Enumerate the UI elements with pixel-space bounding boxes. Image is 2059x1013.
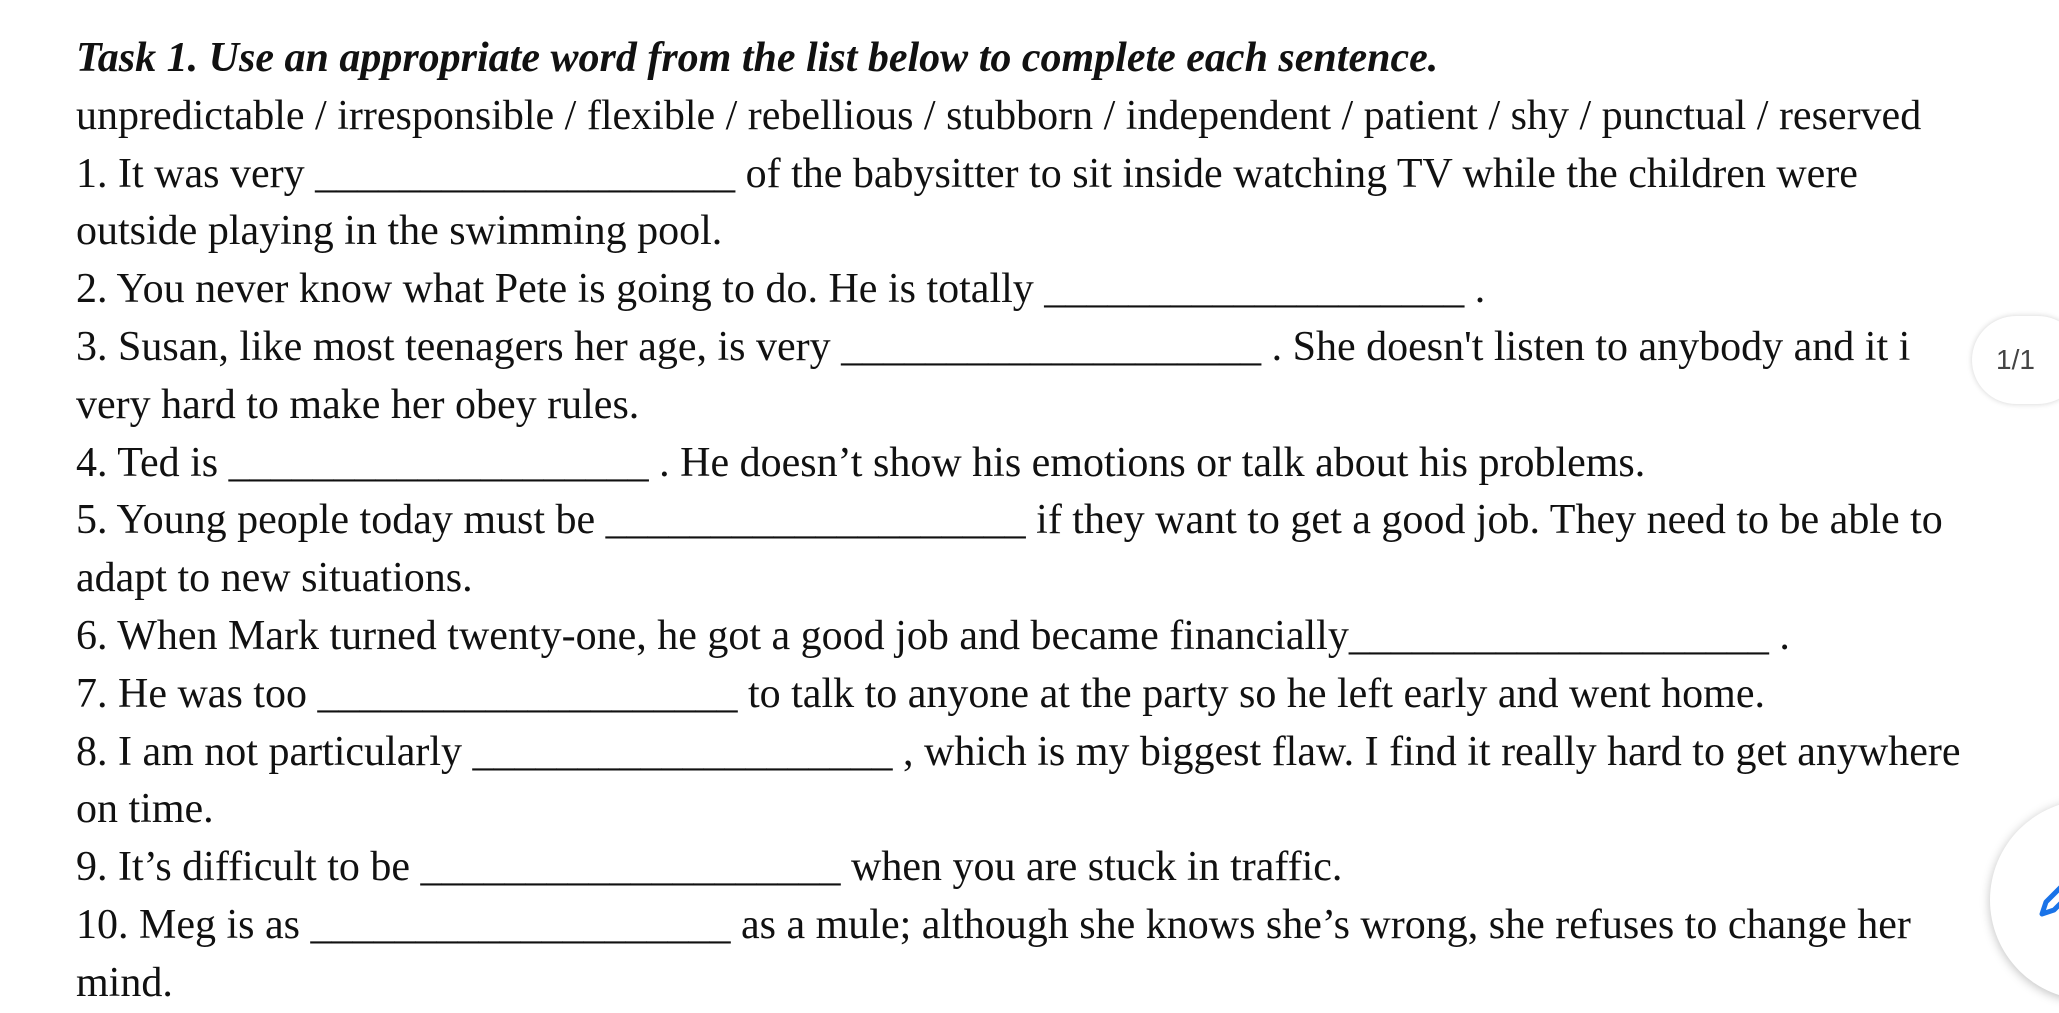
sentence-text: 8. I am not particularly xyxy=(76,728,473,775)
sentence-8 xyxy=(76,724,2036,782)
sentence-7 xyxy=(76,666,2036,724)
sentence-text: as a mule; although she knows she’s wrong, she refuses to change her xyxy=(730,901,1911,948)
answer-blank[interactable]: ____________________ xyxy=(228,439,649,486)
answer-blank[interactable]: ____________________ xyxy=(317,670,738,717)
sentence-text: 4. Ted is xyxy=(76,439,229,486)
sentence-text: 2. You never know what Pete is going to do. He is totally xyxy=(76,266,1045,313)
sentence-4 xyxy=(76,435,2036,493)
sentence-9 xyxy=(76,839,2036,897)
sentence-text: 1. It was very xyxy=(76,150,316,197)
sentence-text: . xyxy=(1768,612,1790,659)
sentence-text: , which is my biggest flaw. I find it really hard to get anywhere xyxy=(892,728,1961,775)
sentence-text: . He doesn’t show his emotions or talk about his problems. xyxy=(648,439,1646,486)
sentence-1 xyxy=(76,146,2036,204)
answer-blank[interactable]: ____________________ xyxy=(841,323,1262,370)
answer-blank[interactable]: ____________________ xyxy=(472,728,893,775)
sentence-5-cont: adapt to new situations. xyxy=(76,555,473,602)
sentence-text: 6. When Mark turned twenty-one, he got a good job and became financially xyxy=(76,612,1349,659)
sentence-text: . She doesn't listen to anybody and it i xyxy=(1261,323,1911,370)
answer-blank[interactable]: ____________________ xyxy=(310,901,731,948)
task-title: Task 1. Use an appropriate word from the list below to complete each sentence. xyxy=(76,35,1439,81)
sentence-text: 9. It’s difficult to be xyxy=(76,844,421,891)
sentence-2 xyxy=(76,261,2036,319)
sentence-6 xyxy=(76,608,2036,666)
sentence-8-cont: on time. xyxy=(76,786,214,833)
sentence-text: . xyxy=(1464,266,1486,313)
page-indicator: 1/1 xyxy=(1972,316,2059,404)
sentence-text: 5. Young people today must be xyxy=(76,497,606,544)
sentence-text: to talk to anyone at the party so he left early and went home. xyxy=(737,670,1765,717)
sentence-text: 3. Susan, like most teenagers her age, is very xyxy=(76,323,842,370)
sentence-text: if they want to get a good job. They need to be able to xyxy=(1025,497,1943,544)
sentence-3-cont: very hard to make her obey rules. xyxy=(76,381,640,428)
sentence-1-cont: outside playing in the swimming pool. xyxy=(76,208,723,255)
answer-blank[interactable]: ____________________ xyxy=(420,844,841,891)
worksheet xyxy=(76,30,2036,1013)
word-list: unpredictable / irresponsible / flexible / rebellious / stubborn / independent / patient / shy / punctual / reserved xyxy=(76,92,1922,139)
answer-blank[interactable]: ____________________ xyxy=(605,497,1026,544)
answer-blank[interactable]: ____________________ xyxy=(1044,266,1465,313)
sentence-text: when you are stuck in traffic. xyxy=(840,844,1343,891)
sentence-text: of the babysitter to sit inside watching TV while the children were xyxy=(735,150,1858,197)
pencil-icon xyxy=(2036,880,2059,920)
sentence-text: 10. Meg is as xyxy=(76,901,311,948)
sentence-10 xyxy=(76,897,2036,955)
answer-blank[interactable]: ____________________ xyxy=(1348,612,1769,659)
sentence-5 xyxy=(76,492,2036,550)
answer-blank[interactable]: ____________________ xyxy=(315,150,736,197)
sentence-10-cont: mind. xyxy=(76,959,173,1006)
sentence-3 xyxy=(76,319,2036,377)
sentence-text: 7. He was too xyxy=(76,670,318,717)
